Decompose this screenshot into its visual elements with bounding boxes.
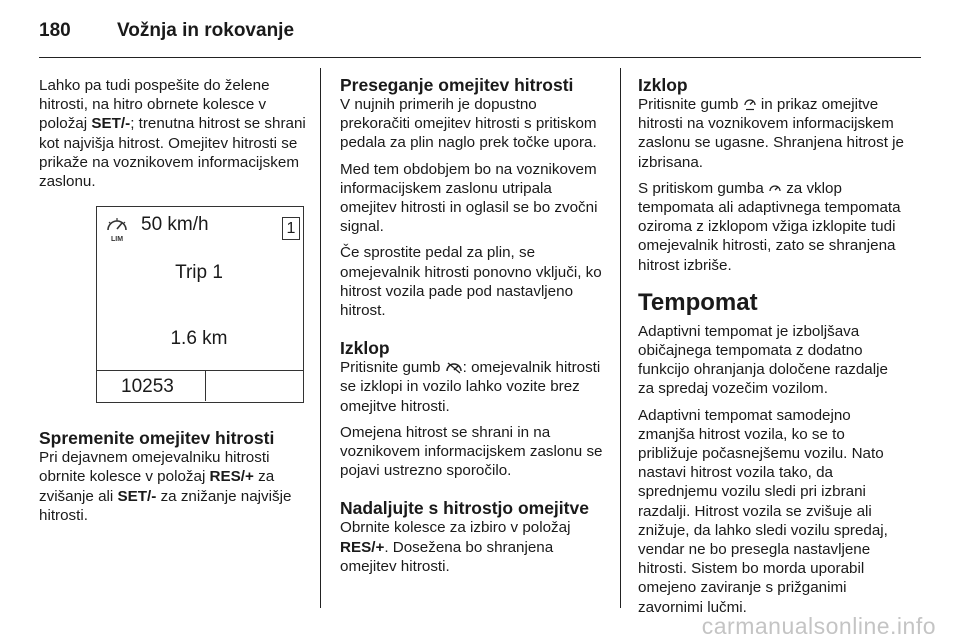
column-1 [39, 76, 307, 532]
page-header [39, 20, 294, 42]
page-number: 180 [39, 20, 71, 41]
display-odometer: 10253 [121, 376, 174, 398]
display-gear: 1 [282, 217, 300, 240]
speed-limiter-button-icon [743, 96, 757, 111]
control-position: RES/+ [209, 468, 254, 486]
paragraph-intro: Lahko pa tudi pospešite do želene hitrosti, na hitro obrnete kolesce v položaj SET/-; trenutna hitrost se shrani kot najvišja hitrost. Omejitev hitrosti se prikaže na voznikovem informacijskem zaslonu. [39, 77, 306, 191]
paragraph-tempomat-2: Adaptivni tempomat samodejno zmanjša hitrost vozila, ko se to približuje počasnejšemu vozilu. Nato nastavi hitrost vozila tako, da sprednjemu vozilu sledi pri izbrani razdalji. Hitrost vozila se zvišuje ali znižuje, da lahko sledi vozilu spredaj, vendar ne bo presegla nastavljene hitrosti. Sistem bo morda uporabil omejeno zaviranje s prižganimi zavornimi lučmi. [638, 406, 888, 616]
header-rule [39, 57, 921, 58]
control-position: SET/- [91, 115, 131, 133]
paragraph-limiter-button: Pritisnite gumb in prikaz omejitve hitrosti na voznikovem informacijskem zaslonu se ugasne. Shranjena hitrost je izbrisana. [638, 96, 904, 171]
paragraph-exceed-2: Med tem obdobjem bo na voznikovem informacijskem zaslonu utripala omejitev hitrosti in oglasil se bo zvočni signal. [340, 160, 598, 236]
heading-change-limit: Spremenite omejitev hitrosti [39, 428, 275, 449]
watermark: carmanualsonline.info [701, 613, 936, 639]
display-bottom-rule [96, 370, 304, 371]
column-divider [620, 68, 621, 608]
lim-label: LIM [110, 236, 124, 244]
paragraph-resume: Obrnite kolesce za izbiro v položaj RES/+. Dosežena bo shranjena omejitev hitrosti. [340, 519, 571, 575]
display-speed: 50 km/h [141, 214, 209, 236]
paragraph-exceed-3: Če sprostite pedal za plin, se omejevalnik hitrosti ponovno vključi, ko hitrost vozila pade pod nastavljeno hitrost. [340, 244, 602, 320]
heading-switch-off-2: Izklop [638, 75, 688, 95]
column-2 [340, 76, 608, 583]
heading-resume: Nadaljujte s hitrostjo omejitve [340, 498, 589, 519]
paragraph-switch-off: Pritisnite gumb : omejevalnik hitrosti se izklopi in vozilo lahko vozite brez omejitve hitrosti. [340, 359, 601, 415]
paragraph-cruise-button: S pritiskom gumba za vklop tempomata ali adaptivnega tempomata oziroma z izklopom vžiga izklopite tudi omejevalnik hitrosti, zato se shranjena hitrost izbriše. [638, 179, 901, 274]
paragraph-stored-speed: Omejena hitrost se shrani in na voznikovem informacijskem zaslonu se pojavi ustrezno sporočilo. [340, 423, 603, 480]
paragraph-tempomat-1: Adaptivni tempomat je izboljšava običajnega tempomata z dodatno funkcijo ohranjanja določene razdalje za spredaj vozečim vozilom. [638, 322, 888, 398]
display-distance: 1.6 km [170, 328, 228, 350]
cruise-off-icon [445, 361, 463, 374]
page-title: Vožnja in rokovanje [117, 20, 295, 41]
control-position: RES/+ [340, 538, 385, 556]
cruise-control-icon [768, 181, 782, 195]
paragraph-change-limit: Pri dejavnem omejevalniku hitrosti obrnite kolesce v položaj RES/+ za zvišanje ali SET/- za znižanje najvišje hitrosti. [39, 449, 292, 524]
heading-tempomat: Tempomat [638, 288, 758, 316]
control-position: SET/- [117, 487, 157, 505]
paragraph-exceed-1: V nujnih primerih je dopustno prekoračiti omejitev hitrosti s pritiskom pedala za plin naglo prek točke upora. [340, 96, 597, 152]
heading-switch-off: Izklop [340, 338, 390, 359]
column-divider [320, 68, 321, 608]
display-trip: Trip 1 [175, 262, 223, 284]
column-3 [638, 76, 906, 624]
display-divider [205, 370, 206, 401]
instrument-display [93, 203, 305, 415]
speed-limiter-icon [103, 213, 131, 243]
heading-exceed-limit: Preseganje omejitev hitrosti [340, 75, 574, 95]
